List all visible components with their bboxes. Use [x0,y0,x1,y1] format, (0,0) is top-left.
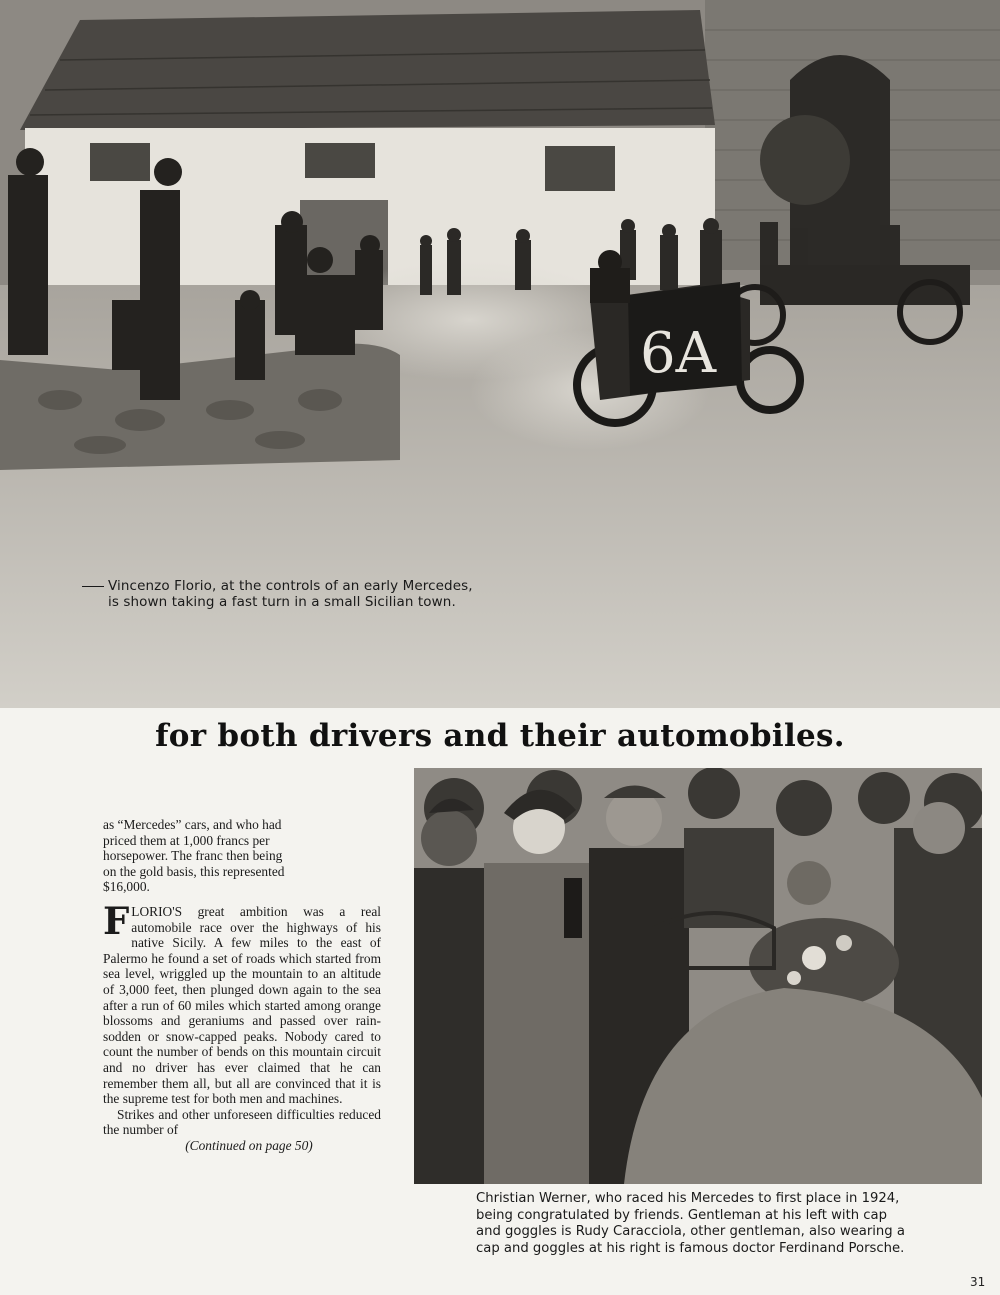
continued-note: (Continued on page 50) [185,1137,313,1153]
headline: for both drivers and their automobiles. [155,718,845,754]
top-photo-caption [108,578,473,610]
article-paragraph [103,1107,381,1154]
text-line: as “Mercedes” cars, and who had [103,817,282,832]
article-paragraph [103,898,381,1107]
caption-line: and goggles is Rudy Caracciola, other gentleman, also wearing a [476,1224,905,1239]
caption-pointer-line [82,586,104,587]
bottom-photograph [414,768,982,1184]
paragraph-text: LORIO'S great ambition was a real automobile race over the highways of his native Sicily. A few miles to the east of Palermo he found a set of roads which started from sea level, wriggled up the mountain to an altitude of 3,000 feet, then plunged down again to the sea after a run of 60 miles which started among orange blossoms and geraniums and passed over rain-sodden or snow-capped peaks. Nobody cared to count the number of bends on this mountain circuit and no driver has ever claimed that he can remember them all, but all are convinced that it is the supreme test for both men and machines. [103,903,381,1107]
article-paragraph [103,817,381,895]
caption-line: is shown taking a fast turn in a small Sicilian town. [108,594,456,610]
caption-line: being congratulated by friends. Gentleman at his left with cap [476,1207,888,1223]
text-line: priced them at 1,000 francs per [103,832,270,848]
car-number: 6A [640,321,717,386]
text-line: on the gold basis, this represented [103,863,285,879]
caption-line: Vincenzo Florio, at the controls of an early Mercedes, [108,578,473,594]
text-line: $16,000. [103,879,150,895]
caption-line: cap and goggles at his right is famous doctor Ferdinand Porsche. [476,1240,905,1256]
bottom-photo-caption [476,1191,991,1257]
bottle [564,878,582,938]
tree [760,115,850,205]
caption-line: Christian Werner, who raced his Mercedes to first place in 1924, [476,1191,900,1206]
page-number: 31 [970,1275,986,1289]
celebration-scene-illustration [414,768,982,1184]
drop-cap: F [103,898,130,943]
article-column [103,817,381,1153]
paragraph-text: Strikes and other unforeseen difficulties reduced the number of [103,1106,381,1138]
text-line: horsepower. The franc then being [103,848,283,864]
